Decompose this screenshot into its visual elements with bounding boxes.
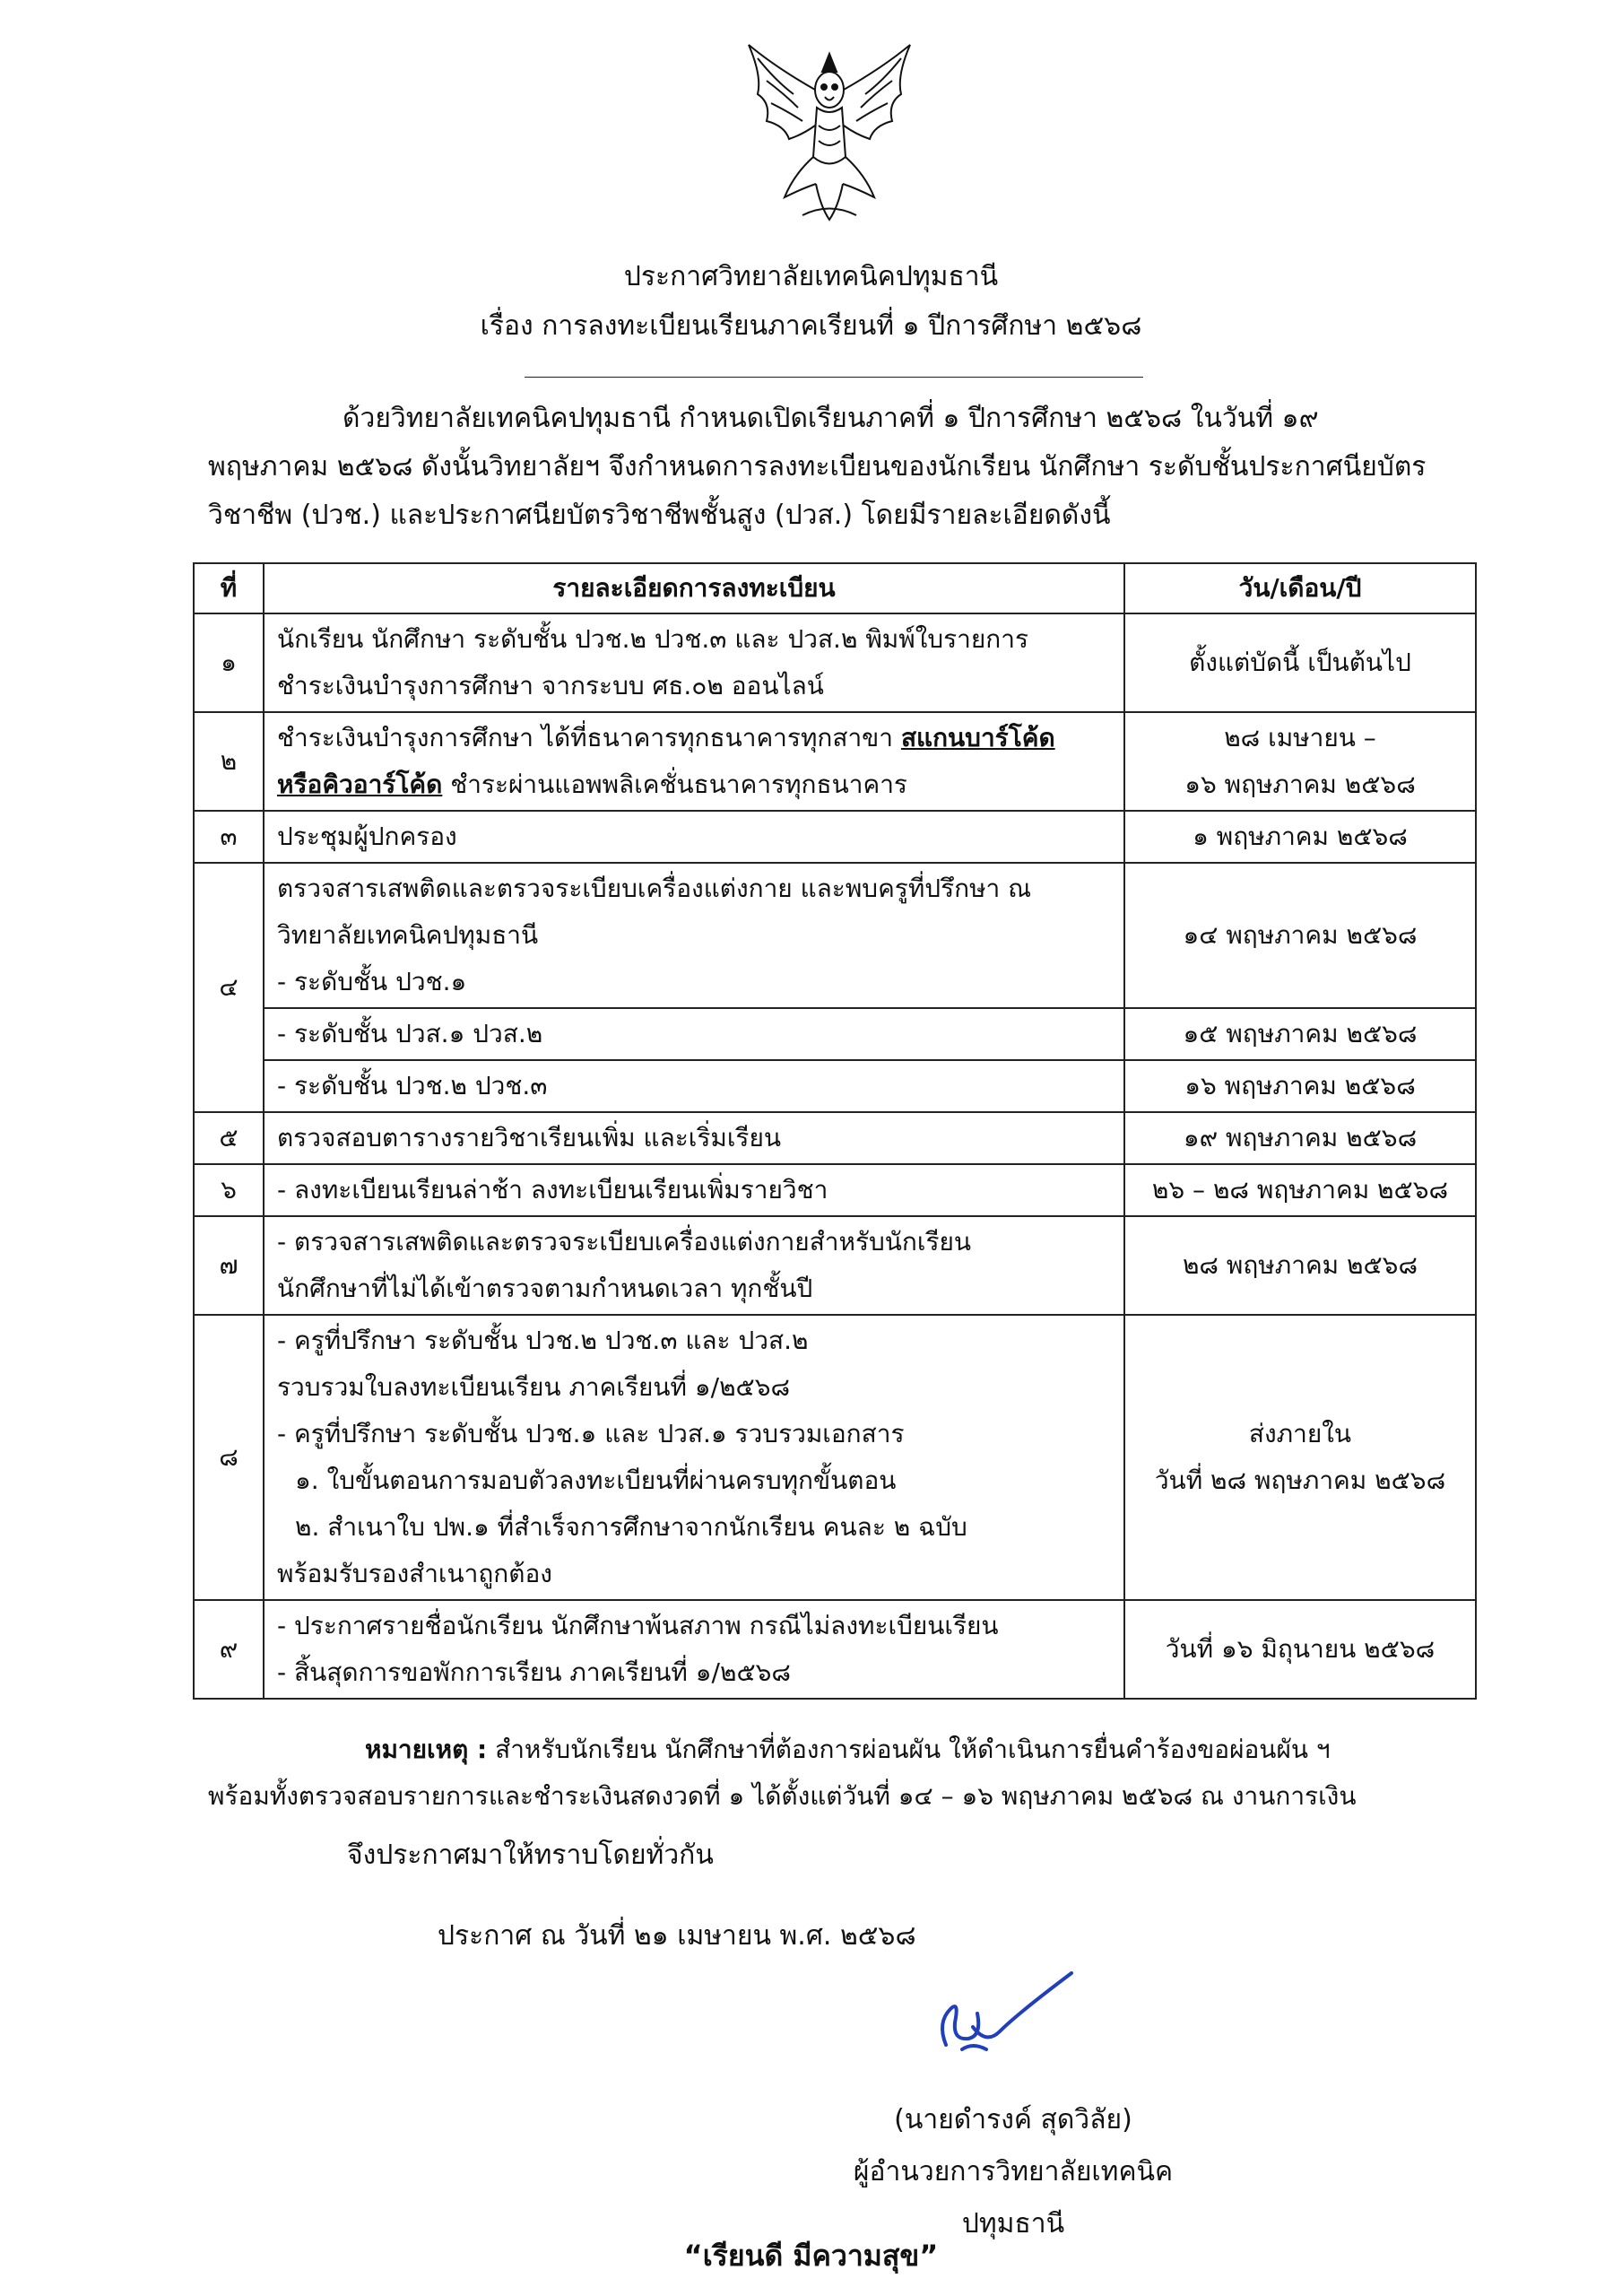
remark-text: สำหรับนักเรียน นักศึกษาที่ต้องการผ่อนผัน ให้ดำเนินการยื่นคำร้องขอผ่อนผัน ฯ [487, 1735, 1331, 1764]
header-date: วัน/เดือน/ปี [1124, 563, 1476, 613]
detail-text: ชำระผ่านแอพพลิเคชั่นธนาคารทุกธนาคาร [442, 770, 907, 799]
table-row [194, 613, 1476, 712]
detail-line: - ครูที่ปรึกษา ระดับชั้น ปวช.๑ และ ปวส.๑ รวบรวมเอกสาร [277, 1419, 905, 1448]
row-detail [264, 1315, 1124, 1600]
row-detail [264, 712, 1124, 811]
scan-barcode-emphasis: สแกนบาร์โค้ด [900, 723, 1055, 752]
table-subrow [194, 1008, 1476, 1060]
row-detail [264, 811, 1124, 863]
remark-text-2: พร้อมทั้งตรวจสอบรายการและชำระเงินสดงวดที่ ๑ ได้ตั้งแต่วันที่ ๑๔ – ๑๖ พฤษภาคม ๒๕๖๘ ณ งานการเงิน [208, 1781, 1357, 1811]
row-detail [264, 1600, 1124, 1699]
detail-line: - ประกาศรายชื่อนักเรียน นักศึกษาพ้นสภาพ กรณีไม่ลงทะเบียนเรียน [277, 1611, 999, 1640]
remark-section [208, 1726, 1474, 1820]
date-line: วันที่ ๑๖ มิถุนายน ๒๕๖๘ [1165, 1634, 1436, 1664]
row-number: ๕ [194, 1112, 264, 1164]
intro-line: พฤษภาคม ๒๕๖๘ ดังนั้นวิทยาลัยฯ จึงกำหนดการลงทะเบียนของนักเรียน นักศึกษา ระดับชั้นประกาศนียบัตร [208, 451, 1427, 483]
row-date [1124, 811, 1476, 863]
table-header-row [194, 563, 1476, 613]
intro-paragraph [208, 395, 1474, 540]
detail-line: วิทยาลัยเทคนิคปทุมธานี [277, 920, 539, 950]
row-detail [264, 1112, 1124, 1164]
row-detail: - ระดับชั้น ปวส.๑ ปวส.๒ [264, 1008, 1124, 1060]
signatory-name: (นายดำรงค์ สุดวิลัย) [894, 2104, 1132, 2135]
detail-line: ตรวจสอบตารางรายวิชาเรียนเพิ่ม และเริ่มเรียน [277, 1123, 781, 1152]
announcement-subject: เรื่อง การลงทะเบียนเรียนภาคเรียนที่ ๑ ปีการศึกษา ๒๕๖๘ [480, 310, 1142, 342]
signatory-block [807, 2094, 1219, 2250]
header-no: ที่ [194, 563, 264, 613]
row-date [1124, 1112, 1476, 1164]
date-line: ๑๙ พฤษภาคม ๒๕๖๘ [1183, 1123, 1418, 1152]
row-number: ๖ [194, 1164, 264, 1216]
garuda-emblem-icon [740, 40, 919, 229]
detail-line: ประชุมผู้ปกครอง [277, 822, 457, 851]
detail-line: พร้อมรับรองสำเนาถูกต้อง [277, 1559, 552, 1588]
signature-image [919, 1960, 1080, 2063]
row-date [1124, 1216, 1476, 1315]
row-number: ๗ [194, 1216, 264, 1315]
college-motto: “เรียนดี มีความสุข” [683, 2239, 939, 2273]
row-detail: - ระดับชั้น ปวช.๒ ปวช.๓ [264, 1060, 1124, 1112]
date-line: ตั้งแต่บัดนี้ เป็นต้นไป [1189, 648, 1411, 677]
row-date [1124, 613, 1476, 712]
detail-line: ตรวจสารเสพติดและตรวจระเบียบเครื่องแต่งกาย และพบครูที่ปรึกษา ณ [277, 874, 1032, 903]
row-date [1124, 712, 1476, 811]
detail-line: - ตรวจสารเสพติดและตรวจระเบียบเครื่องแต่งกายสำหรับนักเรียน [277, 1227, 972, 1257]
row-detail [264, 1216, 1124, 1315]
date-line: ๒๘ พฤษภาคม ๒๕๖๘ [1182, 1250, 1418, 1280]
table-row [194, 1112, 1476, 1164]
date-line: วันที่ ๒๘ พฤษภาคม ๒๕๖๘ [1154, 1465, 1446, 1495]
table-row [194, 1600, 1476, 1699]
row-date [1124, 1164, 1476, 1216]
registration-schedule-table [193, 562, 1477, 1700]
title-divider [525, 377, 1143, 378]
date-line: ส่งภายใน [1248, 1419, 1352, 1448]
row-date: ๑๖ พฤษภาคม ๒๕๖๘ [1124, 1060, 1476, 1112]
row-number: ๘ [194, 1315, 264, 1600]
detail-line: - ระดับชั้น ปวช.๑ [277, 967, 467, 996]
row-date [1124, 1315, 1476, 1600]
row-number: ๑ [194, 613, 264, 712]
row-detail [264, 863, 1124, 1008]
table-row [194, 811, 1476, 863]
row-detail [264, 613, 1124, 712]
row-detail [264, 1164, 1124, 1216]
detail-line: นักศึกษาที่ไม่ได้เข้าตรวจตามกำหนดเวลา ทุกชั้นปี [277, 1274, 813, 1303]
detail-line: - สิ้นสุดการขอพักการเรียน ภาคเรียนที่ ๑/๒๕๖๘ [277, 1657, 792, 1687]
table-row [194, 1315, 1476, 1600]
table-row [194, 1216, 1476, 1315]
detail-line: - ลงทะเบียนเรียนล่าช้า ลงทะเบียนเรียนเพิ่มรายวิชา [277, 1175, 828, 1205]
announcement-title: ประกาศวิทยาลัยเทคนิคปทุมธานี [623, 261, 999, 292]
detail-line: ๒. สำเนาใบ ปพ.๑ ที่สำเร็จการศึกษาจากนักเรียน คนละ ๒ ฉบับ [295, 1512, 967, 1542]
row-number: ๔ [194, 863, 264, 1112]
detail-line: รวบรวมใบลงทะเบียนเรียน ภาคเรียนที่ ๑/๒๕๖๘ [277, 1372, 791, 1402]
table-row [194, 712, 1476, 811]
intro-line: ด้วยวิทยาลัยเทคนิคปทุมธานี กำหนดเปิดเรียนภาคที่ ๑ ปีการศึกษา ๒๕๖๘ ในวันที่ ๑๙ [343, 403, 1319, 434]
date-line: ๒๘ เมษายน – [1224, 723, 1376, 752]
header-detail: รายละเอียดการลงทะเบียน [264, 563, 1124, 613]
detail-line: ๑. ใบขั้นตอนการมอบตัวลงทะเบียนที่ผ่านครบทุกขั้นตอน [295, 1465, 897, 1495]
date-line: ๑๔ พฤษภาคม ๒๕๖๘ [1183, 920, 1418, 950]
closing-statement: จึงประกาศมาให้ทราบโดยทั่วกัน [347, 1839, 714, 1871]
row-number: ๙ [194, 1600, 264, 1699]
row-number: ๒ [194, 712, 264, 811]
table-row [194, 1164, 1476, 1216]
row-date [1124, 863, 1476, 1008]
signatory-position: ผู้อำนวยการวิทยาลัยเทคนิคปทุมธานี [853, 2156, 1174, 2239]
intro-line: วิชาชีพ (ปวช.) และประกาศนียบัตรวิชาชีพชั้นสูง (ปวส.) โดยมีรายละเอียดดังนี้ [208, 500, 1111, 531]
remark-label: หมายเหตุ : [365, 1735, 488, 1764]
row-date: ๑๕ พฤษภาคม ๒๕๖๘ [1124, 1008, 1476, 1060]
detail-line: - ครูที่ปรึกษา ระดับชั้น ปวช.๒ ปวช.๓ และ ปวส.๒ [277, 1326, 809, 1355]
announcement-date: ประกาศ ณ วันที่ ๒๑ เมษายน พ.ศ. ๒๕๖๘ [438, 1920, 916, 1952]
table-row [194, 863, 1476, 1008]
date-line: ๑ พฤษภาคม ๒๕๖๘ [1193, 822, 1408, 851]
date-line: ๒๖ – ๒๘ พฤษภาคม ๒๕๖๘ [1151, 1175, 1449, 1205]
qr-code-emphasis: หรือคิวอาร์โค้ด [277, 770, 443, 799]
table-subrow [194, 1060, 1476, 1112]
detail-line: นักเรียน นักศึกษา ระดับชั้น ปวช.๒ ปวช.๓ และ ปวส.๒ พิมพ์ใบรายการ [277, 624, 1029, 654]
row-date [1124, 1600, 1476, 1699]
detail-text: ชำระเงินบำรุงการศึกษา ได้ที่ธนาคารทุกธนาคารทุกสาขา [277, 723, 901, 752]
date-line: ๑๖ พฤษภาคม ๒๕๖๘ [1184, 770, 1416, 799]
row-number: ๓ [194, 811, 264, 863]
detail-line: ชำระเงินบำรุงการศึกษา จากระบบ ศธ.๐๒ ออนไลน์ [277, 671, 824, 700]
